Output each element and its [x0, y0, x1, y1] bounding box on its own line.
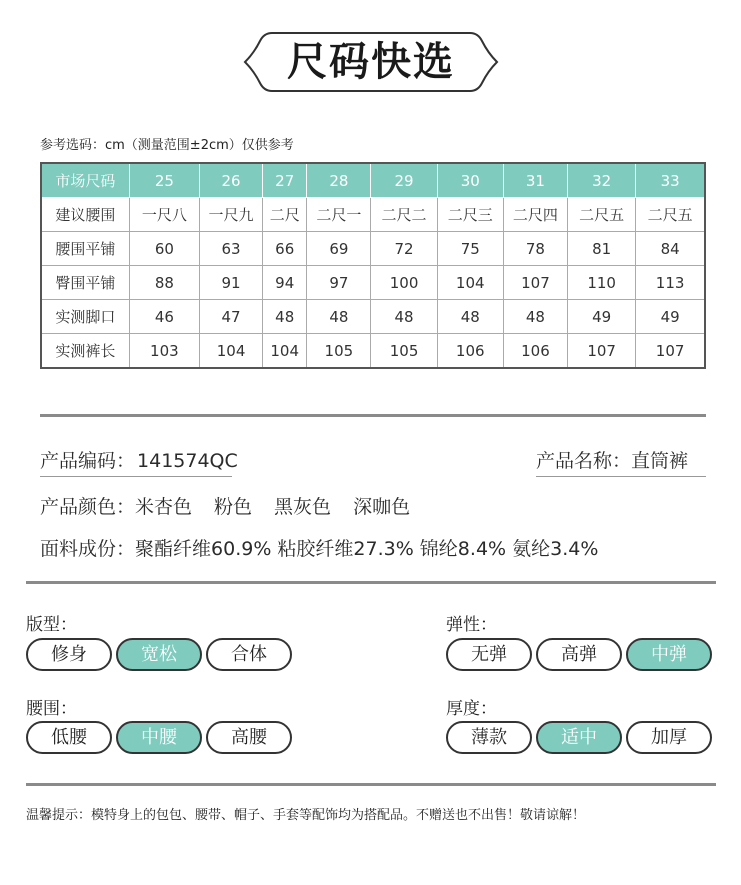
table-cell: 113 — [636, 266, 705, 300]
elasticity-option-pill[interactable]: 中弹 — [626, 638, 712, 671]
table-cell: 48 — [263, 300, 307, 334]
table-cell: 72 — [371, 232, 437, 266]
product-name-value: 直筒裤 — [631, 450, 689, 472]
table-cell: 26 — [199, 163, 262, 198]
table-cell: 30 — [437, 163, 503, 198]
product-colors-row — [40, 492, 432, 519]
table-cell: 105 — [371, 334, 437, 369]
table-cell: 103 — [129, 334, 199, 369]
table-cell: 49 — [568, 300, 636, 334]
row-label-cell: 腰围平铺 — [41, 232, 129, 266]
elasticity-label: 弹性： — [446, 615, 497, 635]
table-cell: 48 — [503, 300, 567, 334]
row-label-cell: 实测裤长 — [41, 334, 129, 369]
divider — [40, 414, 706, 417]
color-option: 米杏色 — [135, 496, 193, 518]
product-fabric-value: 聚酯纤维60.9% 粘胶纤维27.3% 锦纶8.4% 氨纶3.4% — [135, 538, 599, 560]
product-fabric-row — [40, 534, 598, 561]
table-cell: 104 — [199, 334, 262, 369]
table-cell: 84 — [636, 232, 705, 266]
underline — [536, 476, 706, 477]
page-title: 尺码快选 — [287, 39, 455, 85]
fit-option-pill[interactable]: 修身 — [26, 638, 112, 671]
reference-note: 参考选码：cm（测量范围±2cm）仅供参考 — [40, 138, 294, 153]
table-header-row — [41, 163, 705, 198]
table-row — [41, 198, 705, 232]
product-colors-label: 产品颜色： — [40, 496, 136, 518]
thickness-option-pill[interactable]: 薄款 — [446, 721, 532, 754]
table-cell: 81 — [568, 232, 636, 266]
thickness-label: 厚度： — [446, 699, 497, 719]
table-cell: 二尺三 — [437, 198, 503, 232]
table-cell: 104 — [437, 266, 503, 300]
row-label-cell: 实测脚口 — [41, 300, 129, 334]
table-cell: 49 — [636, 300, 705, 334]
table-cell: 二尺五 — [636, 198, 705, 232]
table-cell: 25 — [129, 163, 199, 198]
table-cell: 69 — [307, 232, 371, 266]
table-cell: 一尺九 — [199, 198, 262, 232]
waist-option-pill[interactable]: 低腰 — [26, 721, 112, 754]
table-cell: 66 — [263, 232, 307, 266]
table-cell: 二尺五 — [568, 198, 636, 232]
footer-note: 温馨提示：模特身上的包包、腰带、帽子、手套等配饰均为搭配品。不赠送也不出售！敬请谅解！ — [26, 808, 586, 823]
table-cell: 106 — [503, 334, 567, 369]
waist-label: 腰围： — [26, 699, 77, 719]
table-cell: 63 — [199, 232, 262, 266]
elasticity-option-pill[interactable]: 无弹 — [446, 638, 532, 671]
table-cell: 46 — [129, 300, 199, 334]
table-cell: 100 — [371, 266, 437, 300]
table-cell: 94 — [263, 266, 307, 300]
table-cell: 27 — [263, 163, 307, 198]
product-code-row — [40, 446, 238, 473]
table-cell: 28 — [307, 163, 371, 198]
thickness-option-pill[interactable]: 加厚 — [626, 721, 712, 754]
fit-label: 版型： — [26, 615, 77, 635]
divider — [26, 783, 716, 786]
product-code-label: 产品编码： — [40, 450, 136, 472]
color-option: 黑灰色 — [274, 496, 332, 518]
table-cell: 二尺二 — [371, 198, 437, 232]
elasticity-option-pill[interactable]: 高弹 — [536, 638, 622, 671]
table-cell: 48 — [307, 300, 371, 334]
table-cell: 110 — [568, 266, 636, 300]
divider — [26, 581, 716, 584]
table-cell: 47 — [199, 300, 262, 334]
table-cell: 48 — [371, 300, 437, 334]
table-row — [41, 300, 705, 334]
table-cell: 91 — [199, 266, 262, 300]
table-cell: 33 — [636, 163, 705, 198]
table-row — [41, 266, 705, 300]
table-cell: 60 — [129, 232, 199, 266]
table-cell: 二尺 — [263, 198, 307, 232]
title-badge — [242, 30, 500, 94]
product-code-value: 141574QC — [137, 450, 238, 472]
table-cell: 32 — [568, 163, 636, 198]
row-label-cell: 市场尺码 — [41, 163, 129, 198]
color-option: 深咖色 — [353, 496, 411, 518]
product-name-row — [536, 446, 688, 473]
waist-option-pill[interactable]: 中腰 — [116, 721, 202, 754]
table-cell: 一尺八 — [129, 198, 199, 232]
underline — [40, 476, 232, 477]
table-cell: 107 — [568, 334, 636, 369]
color-option: 粉色 — [214, 496, 253, 518]
row-label-cell: 臀围平铺 — [41, 266, 129, 300]
table-cell: 97 — [307, 266, 371, 300]
product-fabric-label: 面料成份： — [40, 538, 136, 560]
table-cell: 105 — [307, 334, 371, 369]
table-row — [41, 334, 705, 369]
table-cell: 104 — [263, 334, 307, 369]
row-label-cell: 建议腰围 — [41, 198, 129, 232]
table-cell: 二尺一 — [307, 198, 371, 232]
table-cell: 48 — [437, 300, 503, 334]
product-name-label: 产品名称： — [536, 450, 632, 472]
size-table — [40, 162, 706, 369]
fit-option-pill[interactable]: 合体 — [206, 638, 292, 671]
table-cell: 31 — [503, 163, 567, 198]
table-cell: 107 — [636, 334, 705, 369]
thickness-option-pill[interactable]: 适中 — [536, 721, 622, 754]
table-cell: 78 — [503, 232, 567, 266]
table-cell: 88 — [129, 266, 199, 300]
waist-option-pill[interactable]: 高腰 — [206, 721, 292, 754]
table-cell: 75 — [437, 232, 503, 266]
table-cell: 107 — [503, 266, 567, 300]
fit-option-pill[interactable]: 宽松 — [116, 638, 202, 671]
table-row — [41, 232, 705, 266]
table-cell: 二尺四 — [503, 198, 567, 232]
table-cell: 106 — [437, 334, 503, 369]
table-cell: 29 — [371, 163, 437, 198]
